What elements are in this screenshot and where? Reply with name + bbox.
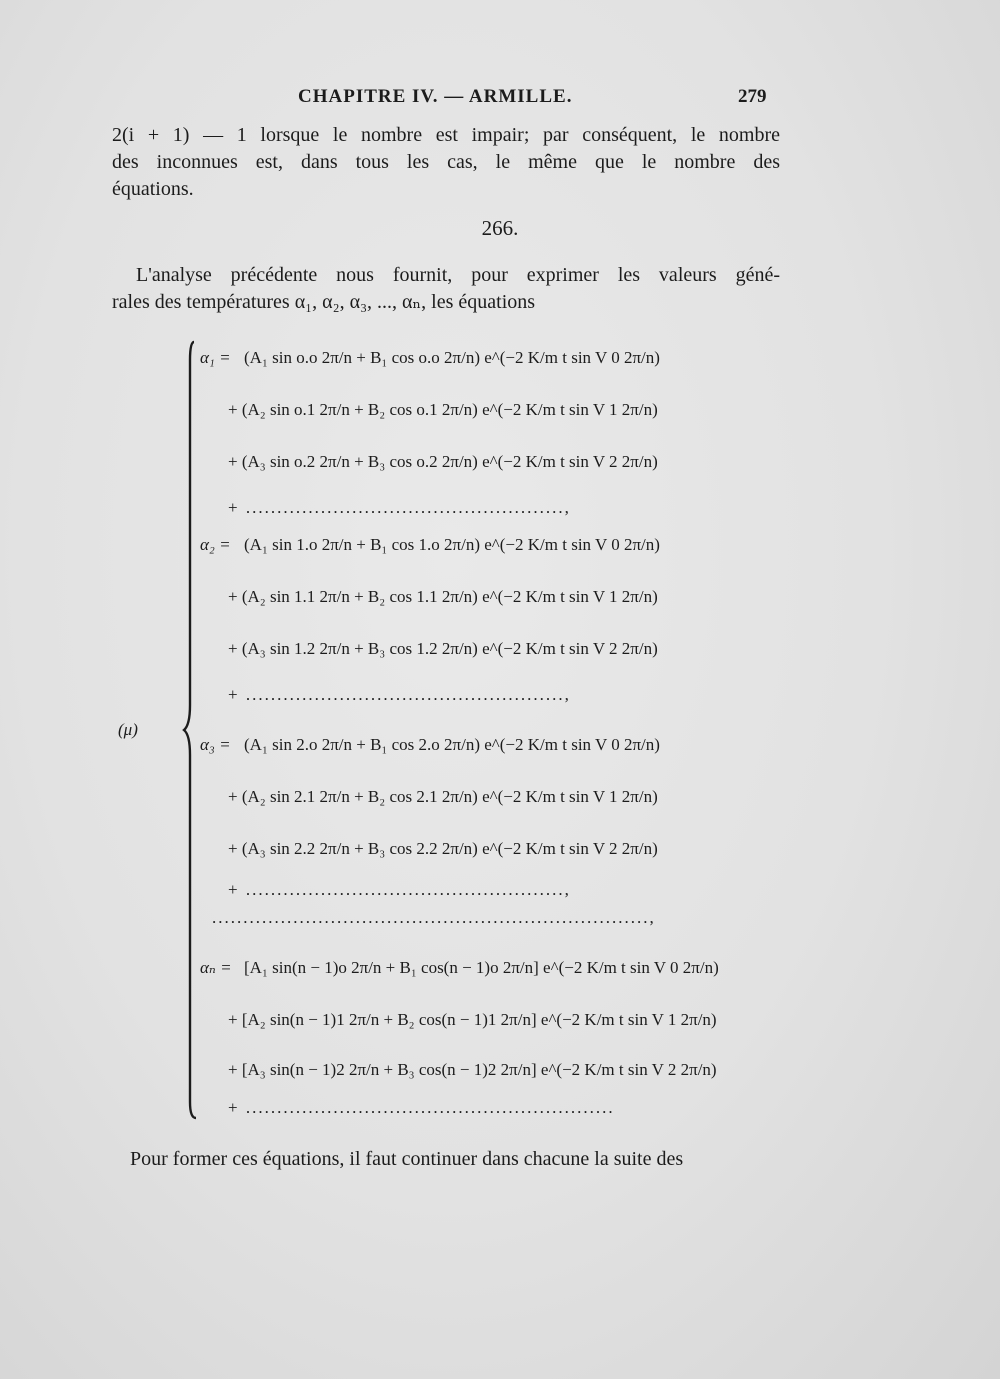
text-line: des inconnues est, dans tous les cas, le même que le nombre des xyxy=(112,151,780,173)
equation-alpha-n-term-1: αₙ = [A₁ sin(n − 1)o 2π/n + B₁ cos(n − 1)o 2π/n] e^(−2 K/m t sin V 0 2π/n) xyxy=(200,958,719,977)
text-line: 2(i + 1) — 1 lorsque le nombre est impair; par conséquent, le nombre xyxy=(112,124,780,146)
equation-alpha-2-term-1: α₂ = (A₁ sin 1.o 2π/n + B₁ cos 1.o 2π/n) e^(−2 K/m t sin V 0 2π/n) xyxy=(200,535,660,554)
equation-alpha-1-term-2: + (A₂ sin o.1 2π/n + B₂ cos o.1 2π/n) e^(−2 K/m t sin V 1 2π/n) xyxy=(228,400,658,419)
equation-alpha-n-term-3: + [A₃ sin(n − 1)2 2π/n + B₃ cos(n − 1)2 2π/n] e^(−2 K/m t sin V 2 2π/n) xyxy=(228,1060,717,1079)
page-number: 279 xyxy=(738,86,767,107)
section-number: 266. xyxy=(481,216,519,240)
equation-alpha-1-term-1: α₁ = (A₁ sin o.o 2π/n + B₁ cos o.o 2π/n) e^(−2 K/m t sin V 0 2π/n) xyxy=(200,348,660,367)
equation-alpha-3-term-1: α₃ = (A₁ sin 2.o 2π/n + B₁ cos 2.o 2π/n) e^(−2 K/m t sin V 0 2π/n) xyxy=(200,735,660,754)
equation-alpha-3-continuation: + ..................................................., xyxy=(228,880,571,899)
equation-alpha-n-term-2: + [A₂ sin(n − 1)1 2π/n + B₂ cos(n − 1)1 2π/n] e^(−2 K/m t sin V 1 2π/n) xyxy=(228,1010,717,1029)
equation-alpha-n-continuation: + ........................................................... xyxy=(228,1098,615,1117)
page-header xyxy=(0,86,1000,116)
system-label: (μ) xyxy=(118,720,138,739)
text-line: équations. xyxy=(112,178,194,200)
text-line: rales des températures α₁, α₂, α₃, ..., αₙ, les équations xyxy=(112,291,536,313)
text-line: L'analyse précédente nous fournit, pour exprimer les valeurs géné- xyxy=(136,264,780,286)
equation-alpha-2-term-2: + (A₂ sin 1.1 2π/n + B₂ cos 1.1 2π/n) e^(−2 K/m t sin V 1 2π/n) xyxy=(228,587,658,606)
equation-alpha-2-term-3: + (A₃ sin 1.2 2π/n + B₃ cos 1.2 2π/n) e^(−2 K/m t sin V 2 2π/n) xyxy=(228,639,658,658)
intro-paragraph xyxy=(112,122,780,203)
equation-alpha-2-continuation: + ..................................................., xyxy=(228,685,571,704)
equation-ellipsis-row: ......................................................................, xyxy=(212,908,656,927)
equation-alpha-3-term-2: + (A₂ sin 2.1 2π/n + B₂ cos 2.1 2π/n) e^(−2 K/m t sin V 1 2π/n) xyxy=(228,787,658,806)
analysis-paragraph xyxy=(112,262,780,316)
equation-system xyxy=(110,330,750,1120)
closing-paragraph: Pour former ces équations, il faut continuer dans chacune la suite des xyxy=(130,1148,684,1170)
running-head: CHAPITRE IV. — ARMILLE. xyxy=(298,86,573,107)
equation-alpha-3-term-3: + (A₃ sin 2.2 2π/n + B₃ cos 2.2 2π/n) e^(−2 K/m t sin V 2 2π/n) xyxy=(228,839,658,858)
equation-alpha-1-continuation: + ..................................................., xyxy=(228,498,571,517)
equation-alpha-1-term-3: + (A₃ sin o.2 2π/n + B₃ cos o.2 2π/n) e^(−2 K/m t sin V 2 2π/n) xyxy=(228,452,658,471)
